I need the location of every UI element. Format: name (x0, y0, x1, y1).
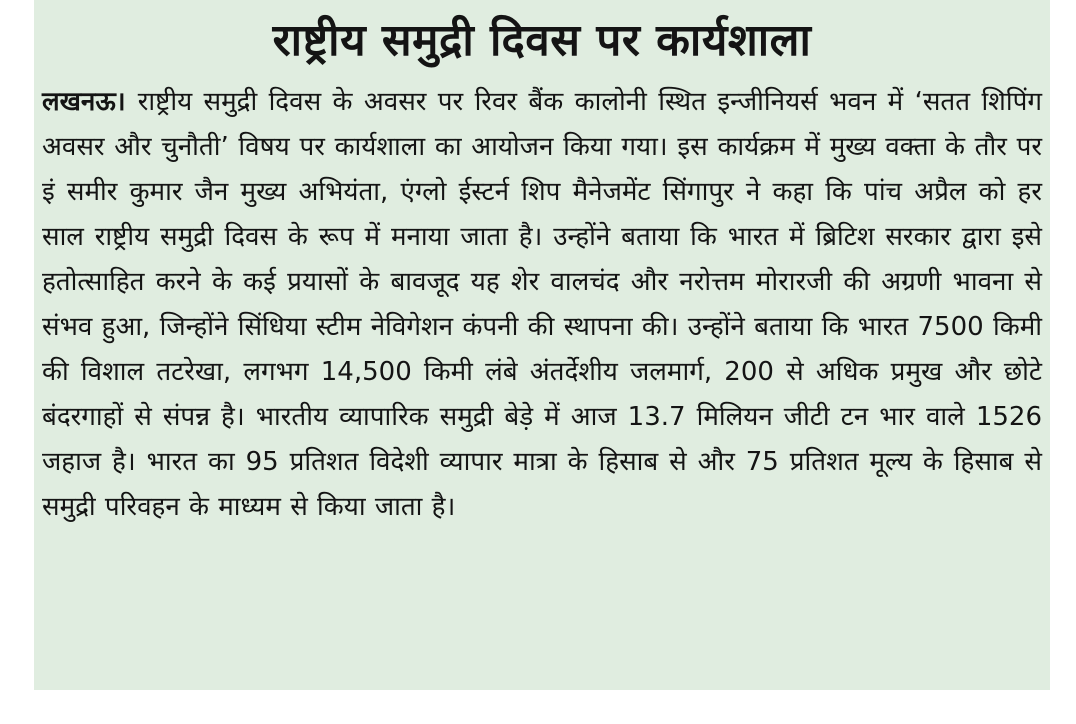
news-clipping (34, 0, 1050, 690)
dateline-separator: । (115, 87, 138, 117)
article-body-text: राष्ट्रीय समुद्री दिवस के अवसर पर रिवर बैंक कालोनी स्थित इन्जीनियर्स भवन में ‘सतत शिपिंग अवसर और चुनौती’ विषय पर कार्यशाला का आयोजन किया गया। इस कार्यक्रम में मुख्य वक्ता के तौर पर इं समीर कुमार जैन मुख्य अभियंता, एंग्लो ईस्टर्न शिप मैनेजमेंट सिंगापुर ने कहा कि पांच अप्रैल को हर साल राष्ट्रीय समुद्री दिवस के रूप में मनाया जाता है। उन्होंने बताया कि भारत में ब्रिटिश सरकार द्वारा इसे हतोत्साहित करने के कई प्रयासों के बावजूद यह शेर वालचंद और नरोत्तम मोरारजी की अग्रणी भावना से संभव हुआ, जिन्होंने सिंधिया स्टीम नेविगेशन कंपनी की स्थापना की। उन्होंने बताया कि भारत 7500 किमी की विशाल तटरेखा, लगभग 14,500 किमी लंबे अंतर्देशीय जलमार्ग, 200 से अधिक प्रमुख और छोटे बंदरगाहों से संपन्न है। भारतीय व्यापारिक समुद्री बेड़े में आज 13.7 मिलियन जीटी टन भार वाले 1526 जहाज है। भारत का 95 प्रतिशत विदेशी व्यापार मात्रा के हिसाब से और 75 प्रतिशत मूल्य के हिसाब से समुद्री परिवहन के माध्यम से किया जाता है। (42, 87, 1043, 522)
article-dateline: लखनऊ (42, 87, 116, 117)
article-body (42, 80, 1042, 530)
article-headline: राष्ट्रीय समुद्री दिवस पर कार्यशाला (272, 15, 812, 66)
